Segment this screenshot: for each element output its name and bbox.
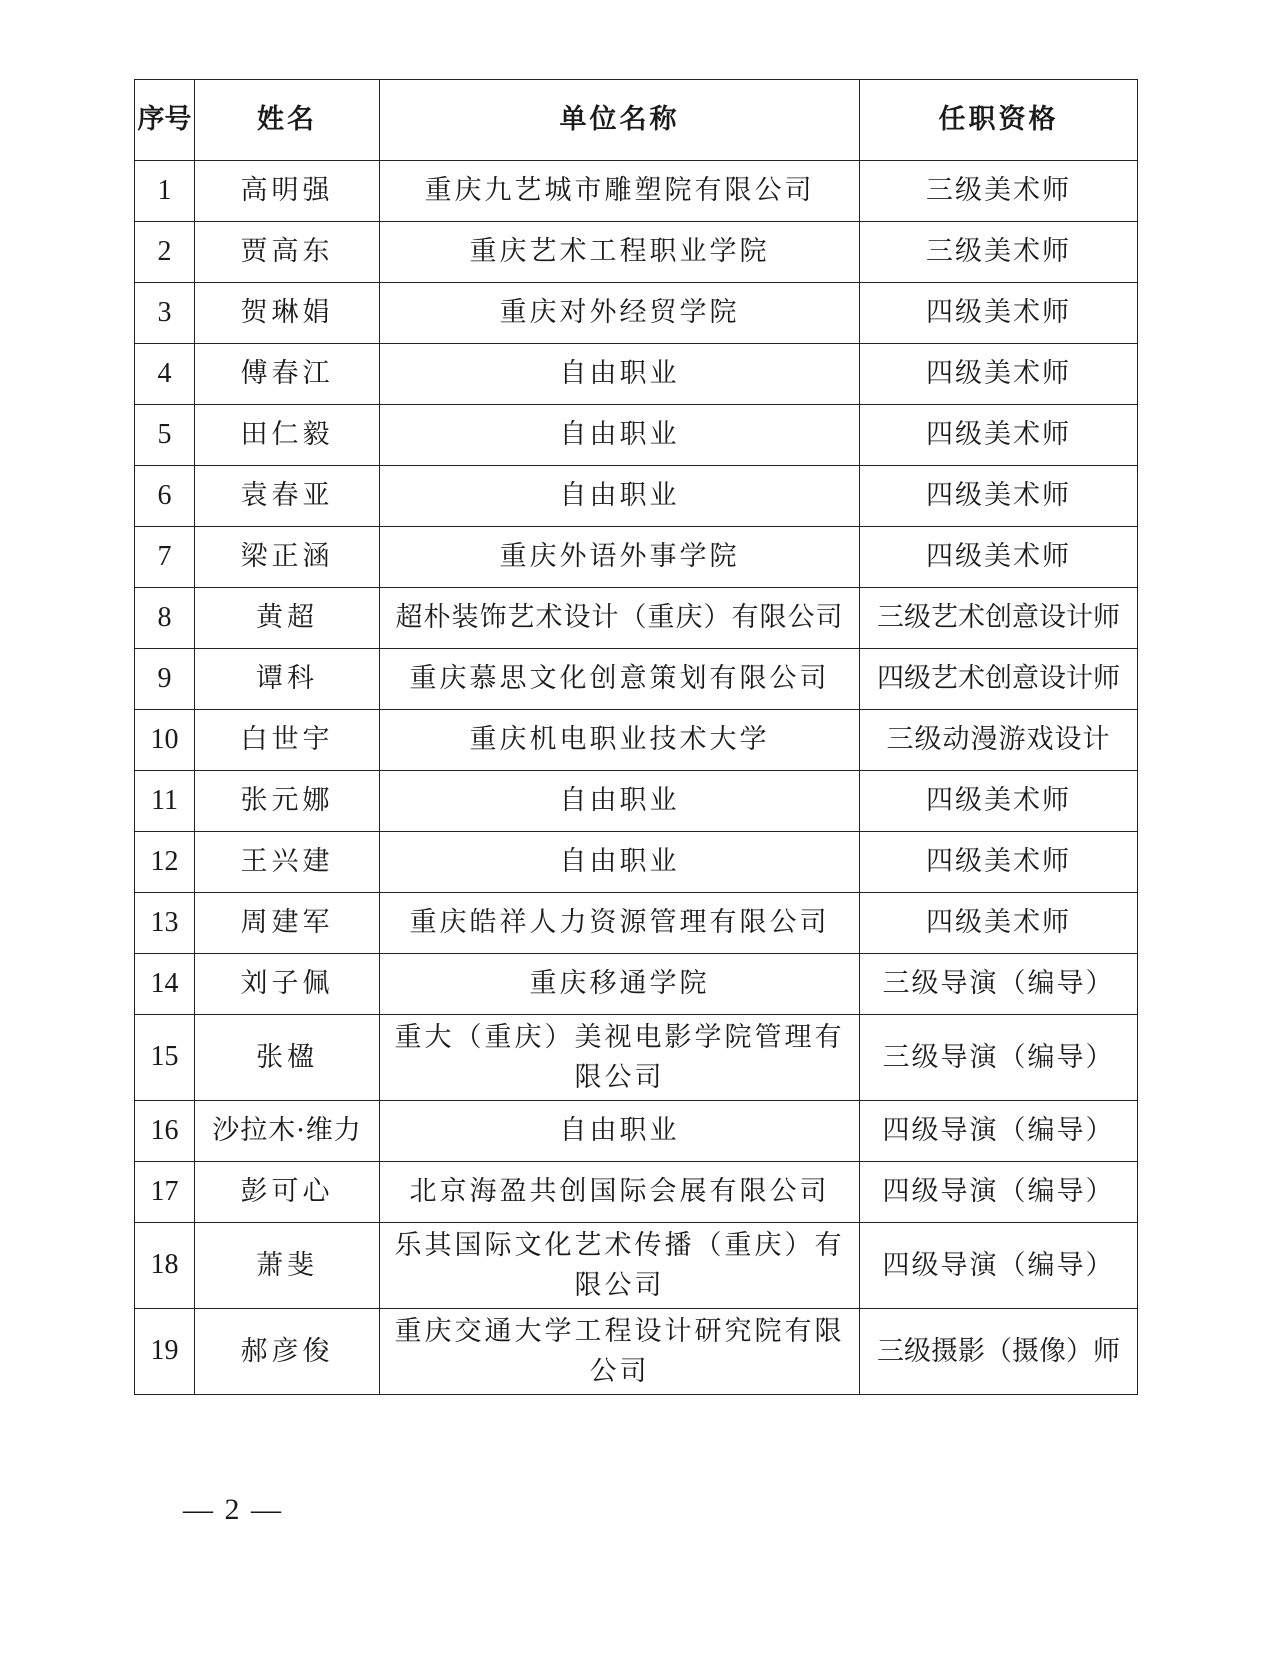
row-unit: 重庆移通学院 bbox=[380, 954, 860, 1015]
row-name: 周建军 bbox=[195, 893, 380, 954]
table-row bbox=[135, 161, 1138, 222]
row-name: 王兴建 bbox=[195, 832, 380, 893]
row-number: 1 bbox=[135, 161, 195, 222]
row-qualification: 三级美术师 bbox=[860, 161, 1138, 222]
row-qualification: 三级摄影（摄像）师 bbox=[860, 1309, 1138, 1395]
row-number: 16 bbox=[135, 1101, 195, 1162]
table-row bbox=[135, 344, 1138, 405]
row-number: 6 bbox=[135, 466, 195, 527]
row-qualification: 四级导演（编导） bbox=[860, 1162, 1138, 1223]
row-number: 15 bbox=[135, 1015, 195, 1101]
row-qualification: 四级美术师 bbox=[860, 466, 1138, 527]
table-row bbox=[135, 527, 1138, 588]
row-unit: 重大（重庆）美视电影学院管理有限公司 bbox=[380, 1015, 860, 1101]
row-number: 4 bbox=[135, 344, 195, 405]
row-qualification: 三级导演（编导） bbox=[860, 954, 1138, 1015]
table-row bbox=[135, 405, 1138, 466]
row-qualification: 三级艺术创意设计师 bbox=[860, 588, 1138, 649]
table-row bbox=[135, 1162, 1138, 1223]
row-number: 19 bbox=[135, 1309, 195, 1395]
table-row bbox=[135, 1309, 1138, 1395]
row-unit: 重庆慕思文化创意策划有限公司 bbox=[380, 649, 860, 710]
row-name: 梁正涵 bbox=[195, 527, 380, 588]
row-name: 沙拉木·维力 bbox=[195, 1101, 380, 1162]
row-unit: 重庆交通大学工程设计研究院有限公司 bbox=[380, 1309, 860, 1395]
table-row bbox=[135, 771, 1138, 832]
table-header-row bbox=[135, 80, 1138, 161]
table-row bbox=[135, 893, 1138, 954]
table-row bbox=[135, 954, 1138, 1015]
row-qualification: 四级美术师 bbox=[860, 405, 1138, 466]
row-number: 5 bbox=[135, 405, 195, 466]
row-qualification: 四级美术师 bbox=[860, 344, 1138, 405]
row-unit: 自由职业 bbox=[380, 405, 860, 466]
table-row bbox=[135, 649, 1138, 710]
row-name: 黄超 bbox=[195, 588, 380, 649]
row-number: 3 bbox=[135, 283, 195, 344]
table-row bbox=[135, 1223, 1138, 1309]
row-qualification: 四级美术师 bbox=[860, 893, 1138, 954]
row-unit: 重庆外语外事学院 bbox=[380, 527, 860, 588]
row-unit: 自由职业 bbox=[380, 344, 860, 405]
table-row bbox=[135, 222, 1138, 283]
table-body bbox=[135, 161, 1138, 1395]
row-number: 7 bbox=[135, 527, 195, 588]
row-unit: 北京海盈共创国际会展有限公司 bbox=[380, 1162, 860, 1223]
row-unit: 自由职业 bbox=[380, 832, 860, 893]
row-qualification: 四级美术师 bbox=[860, 832, 1138, 893]
row-name: 贾高东 bbox=[195, 222, 380, 283]
row-number: 18 bbox=[135, 1223, 195, 1309]
row-unit: 自由职业 bbox=[380, 1101, 860, 1162]
row-qualification: 四级艺术创意设计师 bbox=[860, 649, 1138, 710]
row-name: 田仁毅 bbox=[195, 405, 380, 466]
table-row bbox=[135, 1101, 1138, 1162]
row-qualification: 三级美术师 bbox=[860, 222, 1138, 283]
row-name: 贺琳娟 bbox=[195, 283, 380, 344]
row-unit: 重庆皓祥人力资源管理有限公司 bbox=[380, 893, 860, 954]
table-row bbox=[135, 710, 1138, 771]
row-unit: 重庆艺术工程职业学院 bbox=[380, 222, 860, 283]
header-qualification: 任职资格 bbox=[860, 80, 1138, 161]
row-qualification: 四级导演（编导） bbox=[860, 1223, 1138, 1309]
row-unit: 乐其国际文化艺术传播（重庆）有限公司 bbox=[380, 1223, 860, 1309]
row-qualification: 三级动漫游戏设计 bbox=[860, 710, 1138, 771]
row-number: 11 bbox=[135, 771, 195, 832]
row-unit: 重庆九艺城市雕塑院有限公司 bbox=[380, 161, 860, 222]
row-qualification: 四级导演（编导） bbox=[860, 1101, 1138, 1162]
row-name: 谭科 bbox=[195, 649, 380, 710]
row-name: 张元娜 bbox=[195, 771, 380, 832]
table-row bbox=[135, 283, 1138, 344]
row-number: 9 bbox=[135, 649, 195, 710]
page-number: — 2 — bbox=[183, 1493, 283, 1526]
header-number: 序号 bbox=[135, 80, 195, 161]
row-name: 袁春亚 bbox=[195, 466, 380, 527]
row-unit: 重庆对外经贸学院 bbox=[380, 283, 860, 344]
row-name: 高明强 bbox=[195, 161, 380, 222]
row-qualification: 三级导演（编导） bbox=[860, 1015, 1138, 1101]
row-qualification: 四级美术师 bbox=[860, 771, 1138, 832]
row-number: 14 bbox=[135, 954, 195, 1015]
row-number: 8 bbox=[135, 588, 195, 649]
table-row bbox=[135, 832, 1138, 893]
row-name: 彭可心 bbox=[195, 1162, 380, 1223]
row-unit: 重庆机电职业技术大学 bbox=[380, 710, 860, 771]
row-number: 2 bbox=[135, 222, 195, 283]
row-name: 傅春江 bbox=[195, 344, 380, 405]
row-number: 12 bbox=[135, 832, 195, 893]
row-name: 萧斐 bbox=[195, 1223, 380, 1309]
header-unit: 单位名称 bbox=[380, 80, 860, 161]
table-row bbox=[135, 466, 1138, 527]
table-row bbox=[135, 588, 1138, 649]
row-unit: 超朴装饰艺术设计（重庆）有限公司 bbox=[380, 588, 860, 649]
row-name: 张楹 bbox=[195, 1015, 380, 1101]
row-unit: 自由职业 bbox=[380, 466, 860, 527]
row-name: 白世宇 bbox=[195, 710, 380, 771]
header-name: 姓名 bbox=[195, 80, 380, 161]
qualification-table bbox=[134, 79, 1138, 1395]
table-row bbox=[135, 1015, 1138, 1101]
row-name: 郝彦俊 bbox=[195, 1309, 380, 1395]
row-number: 13 bbox=[135, 893, 195, 954]
row-unit: 自由职业 bbox=[380, 771, 860, 832]
row-number: 17 bbox=[135, 1162, 195, 1223]
row-number: 10 bbox=[135, 710, 195, 771]
row-qualification: 四级美术师 bbox=[860, 527, 1138, 588]
row-name: 刘子佩 bbox=[195, 954, 380, 1015]
row-qualification: 四级美术师 bbox=[860, 283, 1138, 344]
